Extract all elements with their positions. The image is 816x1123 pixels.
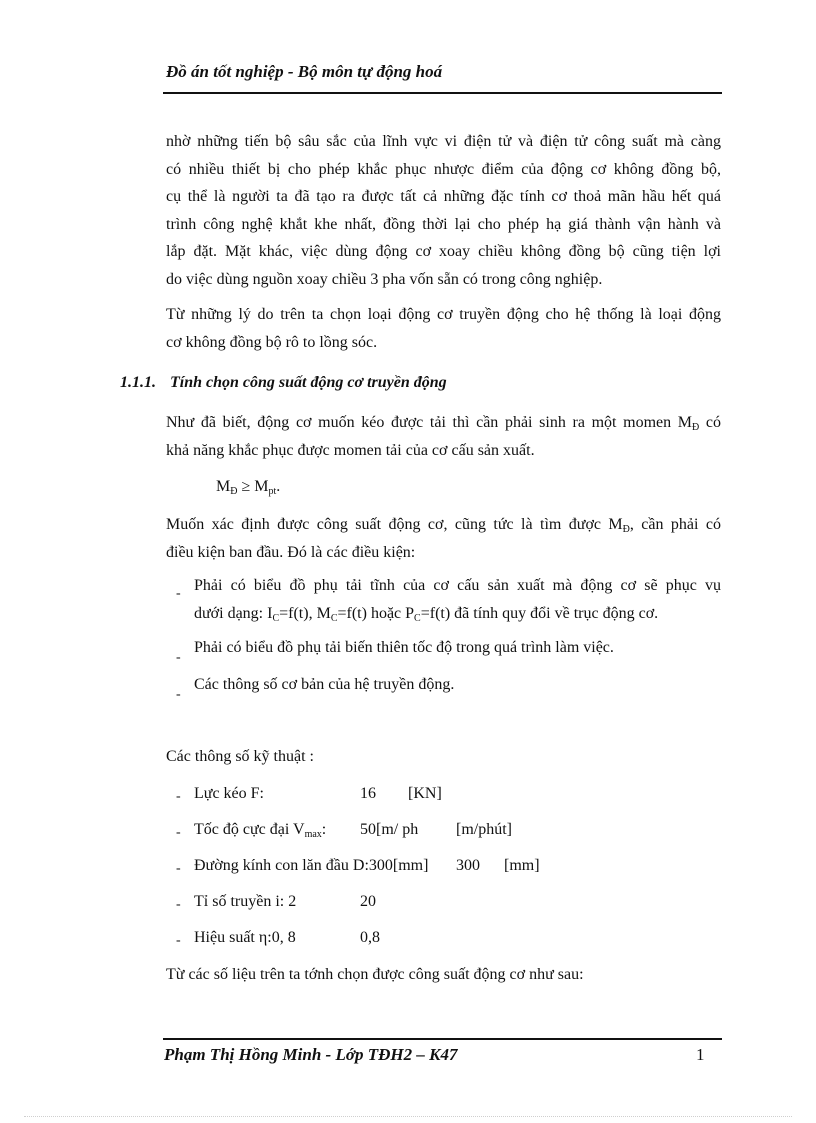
closing-sentence: Từ các số liệu trên ta tớnh chọn được công suất động cơ như sau: (166, 966, 584, 983)
bullet-marker: - (176, 687, 181, 702)
spec-unit: [m/phút] (456, 821, 512, 838)
text-segment: dưới dạng: I (194, 604, 273, 622)
subscript: Đ (230, 486, 238, 497)
spec-value: 0,8 (360, 929, 380, 946)
specs-title: Các thông số kỹ thuật : (166, 748, 314, 765)
text-line (166, 511, 721, 539)
text-segment: Tốc độ cực đại V (194, 821, 305, 838)
bullet-marker: - (176, 897, 181, 912)
bullet-marker: - (176, 650, 181, 665)
bullet-marker: - (176, 933, 181, 948)
paragraph-intro (166, 128, 721, 294)
text-line: trình công nghệ khắt khe nhất, đồng thời lại cho phép hạ giá thành vận hành và (166, 215, 721, 233)
subscript: pt (268, 486, 277, 497)
section-number: 1.1.1. (120, 374, 156, 391)
text-segment: =f(t), M (279, 604, 331, 622)
text-segment: Như đã biết, động cơ muốn kéo được tải thì cần phải sinh ra một momen M (166, 414, 692, 431)
paragraph-conditions-intro (166, 511, 721, 566)
text-segment: , cần phải có (629, 516, 721, 533)
formula-symbol: M (216, 478, 231, 495)
spec-label: Đường kính con lăn đầu D:300[mm] (194, 857, 429, 874)
text-segment: =f(t) đã tính quy đổi về trục động cơ. (420, 604, 659, 622)
paragraph-torque (166, 409, 721, 464)
header-rule (163, 92, 722, 94)
spec-unit: [KN] (408, 785, 442, 802)
spec-value: 16 (360, 785, 376, 802)
text-line: khả năng khắc phục được momen tải của cơ cấu sản xuất. (166, 441, 535, 459)
subscript: C (414, 612, 421, 624)
page-number: 1 (696, 1045, 705, 1064)
spec-label: Tỉ số truyền i: 2 (194, 893, 297, 910)
text-segment: Muốn xác định được công suất động cơ, cũng tức là tìm được M (166, 516, 623, 533)
subscript: max (304, 829, 322, 840)
page-header-title: Đồ án tốt nghiệp - Bộ môn tự động hoá (166, 62, 443, 81)
subscript: C (330, 612, 338, 624)
condition-item-load-chart (194, 572, 721, 627)
text-segment: : (321, 821, 327, 838)
condition-item-speed-chart: Phải có biểu đồ phụ tải biến thiên tốc độ trong quá trình làm việc. (194, 639, 614, 656)
subscript: C (272, 612, 280, 624)
text-line: Từ những lý do trên ta chọn loại động cơ truyền động cho hệ thống là loại động (166, 306, 721, 323)
text-segment: có (699, 414, 721, 431)
formula-operator: ≥ M (237, 478, 269, 495)
text-line: nhờ những tiến bộ sâu sắc của lĩnh vực vi điện tử và điện tử công suất mà càng (166, 133, 721, 150)
section-heading (120, 374, 447, 392)
text-segment: =f(t) hoặc P (337, 604, 415, 622)
formula-torque-condition (216, 478, 280, 496)
spec-value: 20 (360, 893, 376, 910)
spec-value: 50[m/ ph (360, 821, 419, 838)
text-line: cơ không đồng bộ rô to lồng sóc. (166, 333, 378, 351)
text-line: do việc dùng nguồn xoay chiều 3 pha vốn sẵn có trong công nghiệp. (166, 270, 603, 288)
section-title: Tính chọn công suất động cơ truyền động (170, 374, 447, 391)
spec-label: Hiệu suất η:0, 8 (194, 929, 296, 946)
page-edge (24, 1116, 792, 1117)
spec-value: 300 (456, 857, 480, 874)
text-line: cụ thể là người ta đã tạo ra được tất cả những đặc tính cơ thoả mãn hầu hết quá (166, 188, 721, 206)
text-line: điều kiện ban đầu. Đó là các điều kiện: (166, 543, 416, 561)
footer-author: Phạm Thị Hồng Minh - Lớp TĐH2 – K47 (164, 1045, 458, 1064)
bullet-marker: - (176, 861, 181, 876)
formula-end: . (276, 478, 281, 495)
bullet-marker: - (176, 825, 181, 840)
bullet-marker: - (176, 789, 181, 804)
spec-label: Lực kéo F: (194, 785, 264, 802)
spec-unit: [mm] (504, 857, 540, 874)
footer-rule (163, 1038, 722, 1040)
text-line: có nhiều thiết bị cho phép khắc phục nhược điểm của động cơ không đồng bộ, (166, 160, 721, 178)
condition-item-parameters: Các thông số cơ bản của hệ truyền động. (194, 676, 455, 693)
text-line (194, 600, 721, 628)
text-line (166, 409, 721, 437)
text-line: lắp đặt. Mặt khác, việc dùng động cơ xoay chiều không đồng bộ cũng tiện lợi (166, 243, 721, 261)
spec-label (194, 821, 326, 839)
text-line: Phải có biểu đồ phụ tải tĩnh của cơ cấu sản xuất mà động cơ sẽ phục vụ (194, 577, 721, 594)
subscript: Đ (692, 422, 700, 433)
paragraph-motor-choice (166, 301, 721, 356)
bullet-marker: - (176, 586, 181, 601)
subscript: Đ (622, 524, 630, 535)
